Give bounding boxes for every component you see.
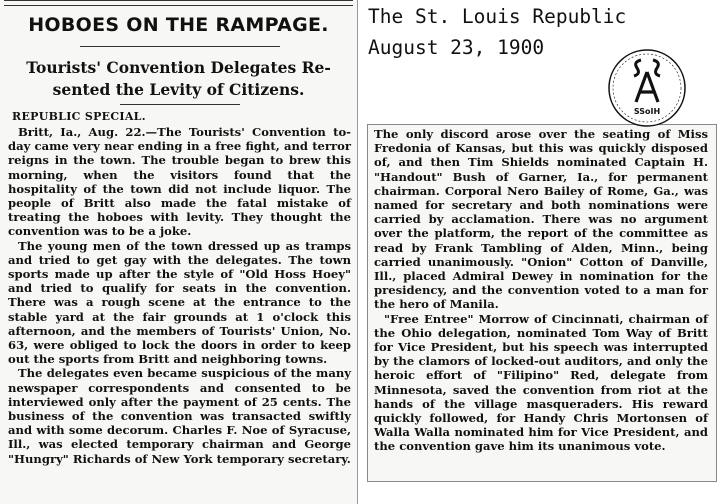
subhead-line-1: Tourists' Convention Delegates Re- — [26, 58, 331, 77]
paragraph: The young men of the town dressed up as tramps and tried to get gay with the delegates. The town sports made up after the style of "Old Hoss Hoey" and tried to qualify for seats in the convention. There was a rough scene at the entrance to the stable yard at the fair grounds at 1 o'clock this afternoon, and the members of Tourists' Union, No. 63, were obliged to lock the doors in order to keep out the sports from Britt and neighboring towns. — [8, 238, 351, 367]
publication-name: The St. Louis Republic — [368, 5, 627, 28]
ssoih-logo-icon — [607, 48, 687, 128]
subheadline — [6, 57, 351, 101]
headline-divider — [80, 46, 280, 47]
dateline: REPUBLIC SPECIAL. — [12, 110, 146, 123]
publication-date: August 23, 1900 — [368, 36, 545, 59]
subhead-divider — [120, 104, 240, 105]
headline: HOBOES ON THE RAMPAGE. — [28, 14, 329, 36]
subhead-line-2: sented the Levity of Citizens. — [52, 80, 305, 99]
top-rule — [4, 0, 353, 6]
article-body-right — [374, 127, 708, 454]
paragraph: The only discord arose over the seating of Miss Fredonia of Kansas, but this was quickly disposed of, and then Tim Shields nominated Captain H. "Handout" Bush of Garner, Ia., for permanent chairman. Corporal Nero Bailey of Rome, Ga., was named for secretary and both nominations were carried by acclamation. There was no argument over the platform, the report of the committee as read by Frank Tambling of Alden, Minn., being carried unanimously. "Onion" Cotton of Danville, Ill., placed Admiral Dewey in nomination for the presidency, and the convention voted to a man for the hero of Manila. — [374, 127, 708, 312]
article-body-left — [8, 125, 351, 466]
paragraph: "Free Entree" Morrow of Cincinnati, chairman of the Ohio delegation, nominated Tom Way of Britt for Vice President, but his speech was interrupted by the clamors of locked-out auditors, and only the heroic effort of "Filipino" Red, delegate from Minnesota, saved the convention from riot at the hands of the village masqueraders. His reward quickly followed, for Handy Chris Mortonsen of Walla Walla nominated him for Vice President, and the convention gave him its unanimous vote. — [374, 311, 708, 454]
paragraph: Britt, Ia., Aug. 22.—The Tourists' Convention to-day came very near ending in a free fight, and terror reigns in the town. The trouble began to brew this morning, when the visitors found that the hospitality of the town did not include liquor. The people of Britt also made the fatal mistake of treating the hoboes with levity. They thought the convention was to be a joke. — [8, 125, 351, 239]
logo-text: SSoIH — [633, 107, 661, 116]
paragraph: The delegates even became suspicious of the many newspaper correspondents and consented to be interviewed only after the payment of 25 cents. The business of the convention was transacted swiftly and with some decorum. Charles F. Noe of Syracuse, Ill., was elected temporary chairman and George "Hungry" Richards of New York temporary secretary. — [8, 366, 351, 466]
